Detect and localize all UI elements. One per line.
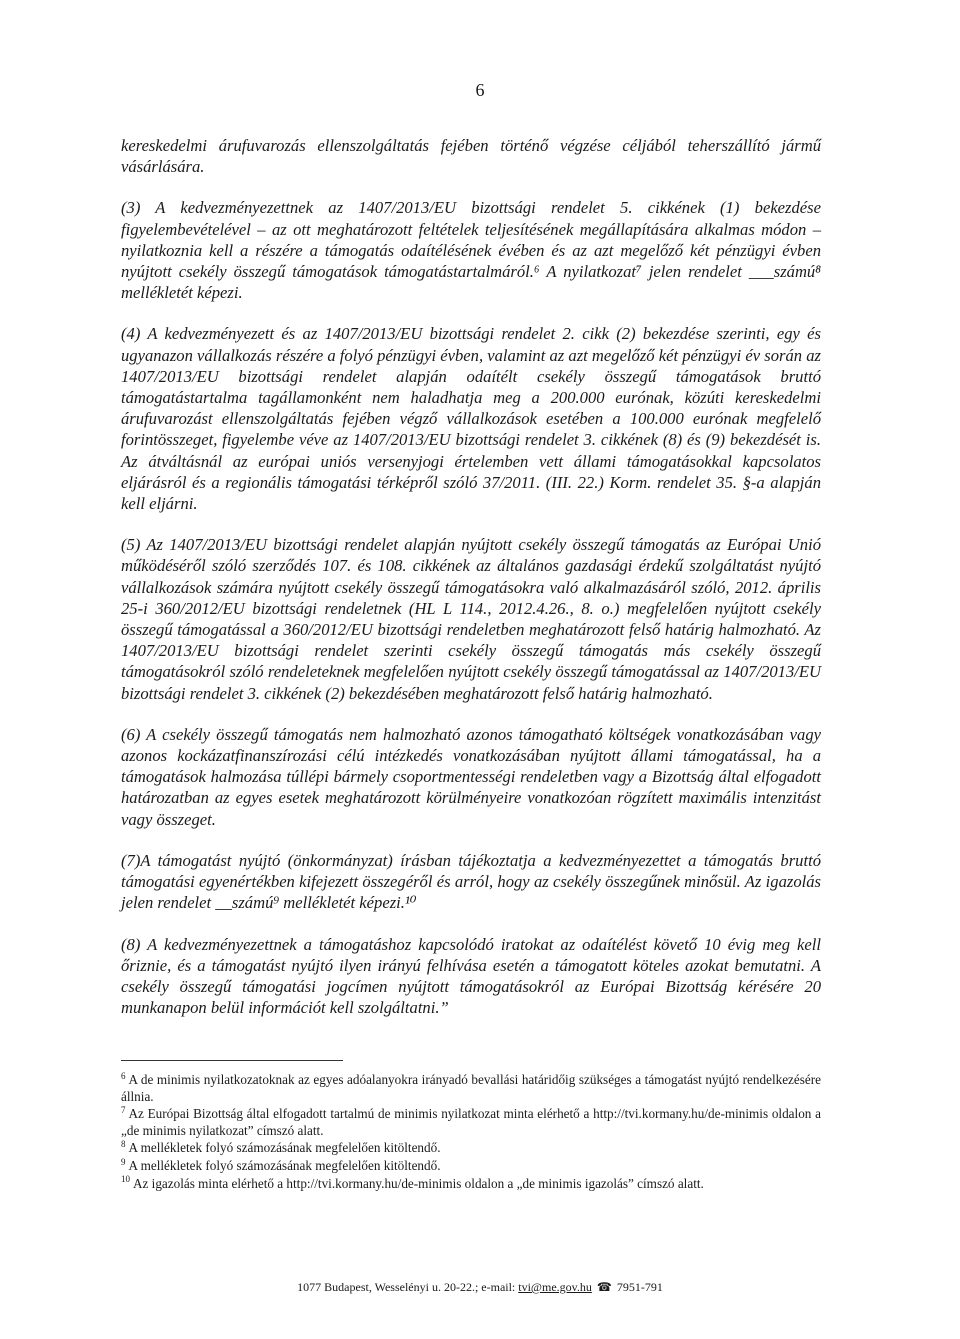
paragraph: (4) A kedvezményezett és az 1407/2013/EU bizottsági rendelet 2. cikk (2) bekezdése szerinti, egy és ugyanazon vállalkozás részére a folyó pénzügyi évben, valamint az azt megelőző két pénzügyi év során az 1407/2013/EU bizottsági rendelet alapján odaítélt csekély összegű támogatások bruttó támogatástartalma tagállamonként nem haladhatja meg a 200.000 eurónak, közúti kereskedelmi árufuvarozást ellenszolgáltatás fejében végző vállalkozások esetében a 100.000 eurónak megfelelő forintösszeget, figyelembe véve az 1407/2013/EU bizottsági rendelet 3. cikkének (8) és (9) bekezdését is. Az átváltásnál az európai uniós versenyjogi értelemben vett állami támogatásokkal kapcsolatos eljárásról és a regionális támogatási térképről szóló 37/2011. (III. 22.) Korm. rendelet 35. §-a alapján kell eljárni. (121, 324, 821, 514)
paragraph: kereskedelmi árufuvarozás ellenszolgáltatás fejében történő végzése céljából teherszállító jármű vásárlására. (121, 136, 821, 177)
footnote (121, 1158, 821, 1175)
footnote-text: A mellékletek folyó számozásának megfelelően kitöltendő. (128, 1157, 441, 1173)
footnote-text: A mellékletek folyó számozásának megfelelően kitöltendő. (128, 1140, 441, 1156)
footnote-number: 8 (121, 1138, 126, 1149)
footnote-number: 10 (121, 1174, 130, 1185)
footnote-divider (121, 1060, 343, 1061)
footnote-text: Az igazolás minta elérhető a http://tvi.kormany.hu/de-minimis oldalon a „de minimis igazolás” címszó alatt. (133, 1175, 704, 1191)
telephone-icon: ☎ (596, 1280, 612, 1294)
footer-email-link[interactable]: tvi@me.gov.hu (518, 1280, 592, 1294)
footnote (121, 1072, 821, 1105)
paragraph: (7)A támogatást nyújtó (önkormányzat) írásban tájékoztatja a kedvezményezettet a támogatás bruttó támogatási egyenértékben kifejezett összegéről és arról, hogy az csekély összegűnek minősül. Az igazolás jelen rendelet __számú⁹ mellékletét képezi.¹⁰ (121, 850, 821, 913)
footer-phone: 7951-791 (616, 1280, 663, 1294)
footnote-number: 7 (121, 1104, 126, 1115)
footnote-text: A de minimis nyilatkozatoknak az egyes adóalanyokra irányadó bevallási határidőig szükséges a támogatást nyújtó rendelkezésére állnia. (121, 1072, 821, 1104)
body-text (121, 135, 821, 1038)
footnote (121, 1176, 821, 1193)
footnote (121, 1106, 821, 1139)
footnote-number: 9 (121, 1156, 126, 1167)
paragraph: (3) A kedvezményezettnek az 1407/2013/EU bizottsági rendelet 5. cikkének (1) bekezdése figyelembevételével – az ott meghatározott feltételek teljesítésének megállapítására alkalmas módon – nyilatkoznia kell a részére a támogatás odaítélésének évében és az azt megelőző két pénzügyi évben nyújtott csekély összegű támogatások támogatástartalmáról.⁶ A nyilatkozat⁷ jelen rendelet ___számú⁸ mellékletét képezi. (121, 198, 821, 303)
footnote (121, 1140, 821, 1157)
page-footer (0, 1280, 960, 1295)
paragraph: (5) Az 1407/2013/EU bizottsági rendelet alapján nyújtott csekély összegű támogatás az Európai Unió működéséről szóló szerződés 107. és 108. cikkének az általános gazdasági érdekű szolgáltatást nyújtó vállalkozások számára nyújtott csekély összegű támogatásokra való alkalmazásáról szóló, 2012. április 25-i 360/2012/EU bizottsági rendeletnek (HL L 114., 2012.4.26., 8. o.) megfelelően nyújtott csekély összegű támogatással a 360/2012/EU bizottsági rendeletben meghatározott felső határig halmozható. Az 1407/2013/EU bizottsági rendelet szerinti csekély összegű támogatás más csekély összegű támogatásokról szóló rendeleteknek megfelelően nyújtott csekély összegű támogatással az 1407/2013/EU bizottsági rendelet 3. cikkének (2) bekezdésében meghatározott felső határig halmozható. (121, 535, 821, 703)
page-number: 6 (475, 80, 485, 100)
paragraph: (6) A csekély összegű támogatás nem halmozható azonos támogatható költségek vonatkozásában vagy azonos kockázatfinanszírozási célú intézkedés vonatkozásában nyújtott állami támogatással, ha a támogatások halmozása túllépi bármely csoportmentességi rendeletben vagy a Bizottság által elfogadott határozatban az egyes esetek meghatározott körülményeire vonatkozóan rögzített maximális intenzitást vagy összeget. (121, 724, 821, 829)
footnote-text: Az Európai Bizottság által elfogadott tartalmú de minimis nyilatkozat minta elérhető a http://tvi.kormany.hu/de-minimis oldalon a „de minimis nyilatkozat” címszó alatt. (121, 1106, 821, 1138)
footer-address: 1077 Budapest, Wesselényi u. 20-22.; e-mail: (297, 1280, 519, 1294)
footnote-number: 6 (121, 1070, 126, 1081)
paragraph: (8) A kedvezményezettnek a támogatáshoz kapcsolódó iratokat az odaítélést követő 10 évig meg kell őriznie, és a támogatást nyújtó ilyen irányú felhívása esetén a támogatott köteles azokat bemutatni. A csekély összegű támogatási jogcímen nyújtott támogatásokról az Európai Bizottság kérésére 20 munkanapon belül információt kell szolgáltatni.” (121, 934, 821, 1018)
footnotes (121, 1072, 821, 1193)
